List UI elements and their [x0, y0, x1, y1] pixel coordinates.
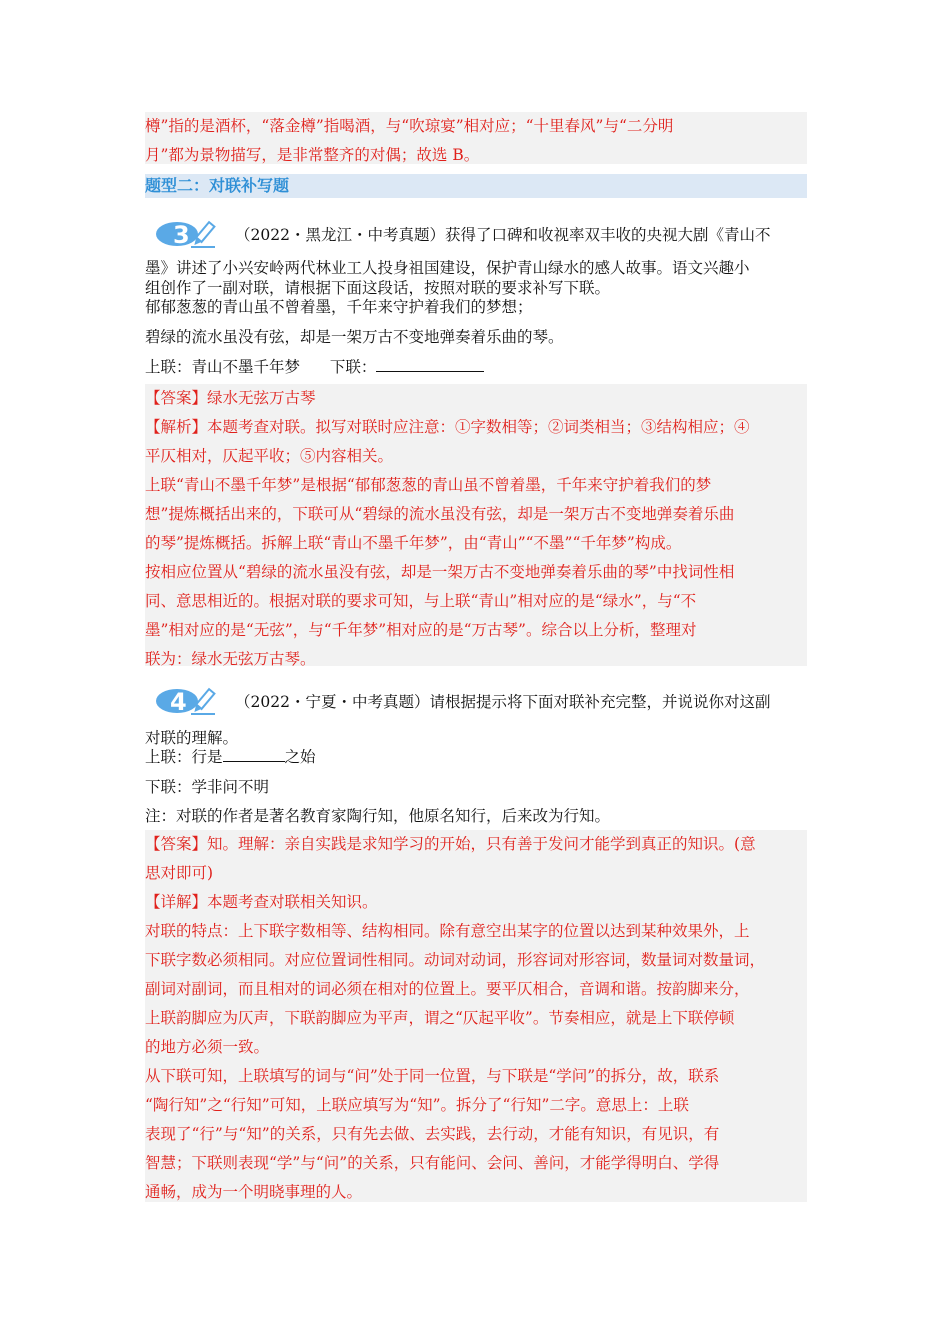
- upper-couplet: 上联：青山不墨千年梦: [145, 358, 301, 376]
- analysis-text: 本题考查对联。拟写对联时应注意：①字数相等；②词类相当；③结构相应；④: [207, 418, 750, 436]
- answer-text: 知。理解：亲自实践是求知学习的开始，只有善于发问才能学到真正的知识。(意: [207, 835, 756, 853]
- passage-line: 碧绿的流水虽没有弦，却是一架万古不变地弹奏着乐曲的琴。: [145, 328, 564, 346]
- analysis-text: 平仄相对，仄起平收；⑤内容相关。: [145, 447, 394, 465]
- question-stem-line: 组创作了一副对联，请根据下面这段话，按照对联的要求补写下联。: [145, 279, 611, 297]
- detail-text: 表现了“行”与“知”的关系，只有先去做、去实践，去行动，才能有知识，有见识，有: [145, 1125, 720, 1143]
- question-4-stem: [235, 688, 807, 717]
- answer-text: 思对即可): [145, 864, 214, 882]
- detail-text: 副词对副词，而且相对的词必须在相对的位置上。要平仄相合，音调和谐。按韵脚来分，: [145, 980, 750, 998]
- analysis-text: 想”提炼概括出来的，下联可从“碧绿的流水虽没有弦，却是一架万古不变地弹奏着乐曲: [145, 505, 735, 523]
- answer-blank: [223, 747, 285, 762]
- detail-text: 对联的特点：上下联字数相等、结构相同。除有意空出某字的位置以达到某种效果外，上: [145, 922, 750, 940]
- question-number-badge-icon: [155, 686, 217, 716]
- analysis-text: 的琴”提炼概括。拆解上联“青山不墨千年梦”，由“青山”“不墨”“千年梦”构成。: [145, 534, 682, 552]
- question-3-stem-cont: [145, 256, 807, 296]
- analysis-tag: 【解析】: [145, 418, 208, 436]
- question-stem-line: （2022・黑龙江・中考真题）获得了口碑和收视率双丰收的央视大剧《青山不: [235, 226, 771, 244]
- question-stem-line: 墨》讲述了小兴安岭两代林业工人投身祖国建设，保护青山绿水的感人故事。语文兴趣小: [145, 259, 750, 277]
- answer-tag: 【答案】: [145, 389, 208, 407]
- analysis-text: 上联“青山不墨千年梦”是根据“郁郁葱葱的青山虽不曾着墨，千年来守护着我们的梦: [145, 476, 712, 494]
- answer-blank: [376, 357, 484, 372]
- couplet-line: [145, 746, 807, 768]
- detail-text: 下联字数必须相同。对应位置词性相同。动词对动词，形容词对形容词，数量词对数量词，: [145, 951, 766, 969]
- answer-text: 绿水无弦万古琴: [207, 389, 316, 407]
- passage-line: 郁郁葱葱的青山虽不曾着墨，千年来守护着我们的梦想；: [145, 298, 533, 316]
- detail-text: 智慧；下联则表现“学”与“问”的关系，只有能问、会问、善问，才能学得明白、学得: [145, 1154, 720, 1172]
- previous-answer-line: 月”都为景物描写，是非常整齐的对偶；故选 B。: [145, 146, 480, 164]
- detail-text: 通畅，成为一个明晓事理的人。: [145, 1183, 363, 1201]
- detail-text: 从下联可知，上联填写的词与“问”处于同一位置，与下联是“学问”的拆分，故，联系: [145, 1067, 720, 1085]
- upper-couplet-prefix: 上联：行是: [145, 748, 223, 766]
- upper-couplet-suffix: 之始: [284, 748, 316, 766]
- question-number: 4: [170, 688, 187, 716]
- question-3-stem: [235, 221, 807, 250]
- question-number: 3: [173, 221, 190, 249]
- analysis-text: 按相应位置从“碧绿的流水虽没有弦，却是一架万古不变地弹奏着乐曲的琴”中找词性相: [145, 563, 735, 581]
- detail-text: 的地方必须一致。: [145, 1038, 270, 1056]
- question-stem-line: （2022・宁夏・中考真题）请根据提示将下面对联补充完整，并说说你对这副: [235, 693, 771, 711]
- section-title: 题型二：对联补写题: [145, 174, 807, 198]
- note-line: 注：对联的作者是著名教育家陶行知，他原名知行，后来改为行知。: [145, 807, 611, 825]
- answer-tag: 【答案】: [145, 835, 208, 853]
- question-4-answer-block: [145, 830, 807, 1202]
- previous-answer-line: 樽”指的是酒杯，“落金樽”指喝酒，与“吹琼宴”相对应；“十里春风”与“二分明: [145, 117, 674, 135]
- lower-couplet-label: 下联：: [329, 358, 377, 376]
- previous-answer-block: [145, 112, 807, 164]
- question-stem-line: 对联的理解。: [145, 729, 239, 747]
- detail-text: 上联韵脚应为仄声，下联韵脚应为平声，谓之“仄起平收”。节奏相应，就是上下联停顿: [145, 1009, 735, 1027]
- analysis-text: 墨”相对应的是“无弦”，与“千年梦”相对应的是“万古琴”。综合以上分析，整理对: [145, 621, 697, 639]
- question-3-answer-block: [145, 384, 807, 666]
- couplet-line: [145, 356, 807, 378]
- detail-text: 本题考查对联相关知识。: [207, 893, 378, 911]
- lower-couplet: 下联：学非问不明: [145, 778, 270, 796]
- analysis-text: 联为：绿水无弦万古琴。: [145, 650, 316, 668]
- question-number-badge-icon: [155, 219, 217, 249]
- analysis-text: 同、意思相近的。根据对联的要求可知，与上联“青山”相对应的是“绿水”，与“不: [145, 592, 697, 610]
- detail-text: “陶行知”之“行知”可知，上联应填写为“知”。拆分了“行知”二字。意思上：上联: [145, 1096, 689, 1114]
- detail-tag: 【详解】: [145, 893, 208, 911]
